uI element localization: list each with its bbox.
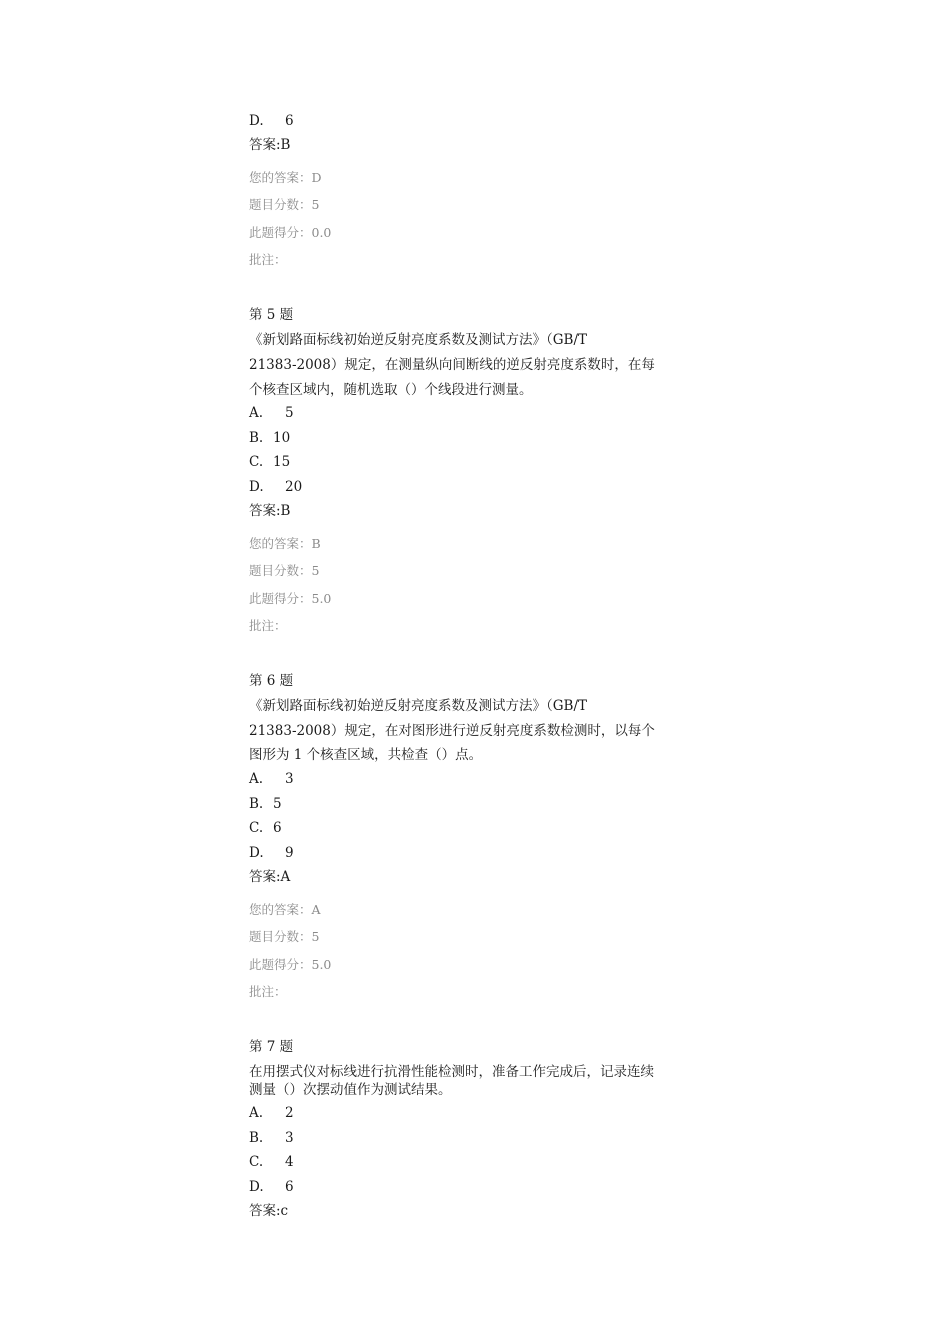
correct-answer: 答案:B (249, 137, 291, 153)
question-text-line: 在用摆式仪对标线进行抗滑性能检测时，准备工作完成后，记录连续 (249, 1064, 654, 1080)
question-title: 第 5 题 (249, 307, 294, 323)
comment-label: 批注： (249, 252, 287, 267)
option-letter: B. (249, 1130, 264, 1146)
your-answer: 您的答案：D (249, 170, 322, 185)
question-title: 第 6 题 (249, 673, 294, 689)
earned-score: 此题得分：5.0 (249, 591, 332, 606)
comment-label: 批注： (249, 984, 287, 999)
option-row (249, 1129, 294, 1147)
question-title: 第 7 题 (249, 1039, 294, 1055)
option-letter: A. (249, 405, 264, 421)
option-value: 6 (285, 1179, 294, 1195)
question-text-line: 图形为 1 个核查区域，共检查（）点。 (249, 747, 483, 763)
option-letter: C. (249, 1154, 264, 1170)
question-text-line: 《新划路面标线初始逆反射亮度系数及测试方法》（GB/T (249, 698, 588, 714)
option-value: 3 (285, 1130, 294, 1146)
earned-score: 此题得分：0.0 (249, 225, 332, 240)
option-row (249, 404, 294, 422)
question-text-line: 21383-2008）规定，在测量纵向间断线的逆反射亮度系数时，在每 (249, 357, 655, 373)
option-row (249, 1104, 294, 1122)
option-letter: C. (249, 454, 264, 470)
comment-label: 批注： (249, 618, 287, 633)
option-value: 10 (273, 430, 291, 446)
option-value: 15 (273, 454, 291, 470)
question-text-line: 测量（）次摆动值作为测试结果。 (249, 1082, 452, 1098)
option-letter: A. (249, 771, 264, 787)
option-row (249, 844, 294, 862)
question-score: 题目分数：5 (249, 197, 320, 212)
option-letter: A. (249, 1105, 264, 1121)
your-answer: 您的答案：A (249, 902, 321, 917)
option-row (249, 1153, 294, 1171)
question-text-line: 《新划路面标线初始逆反射亮度系数及测试方法》（GB/T (249, 332, 588, 348)
correct-answer: 答案:B (249, 503, 291, 519)
option-letter: B. (249, 796, 264, 812)
option-value: 6 (285, 113, 294, 129)
option-row (249, 478, 302, 496)
correct-answer: 答案:c (249, 1203, 289, 1219)
option-row (249, 429, 290, 447)
option-letter: D. (249, 845, 264, 861)
option-letter: D. (249, 113, 264, 129)
option-value: 2 (285, 1105, 294, 1121)
question-text-line: 21383-2008）规定，在对图形进行逆反射亮度系数检测时，以每个 (249, 723, 655, 739)
option-value: 5 (273, 796, 282, 812)
option-value: 9 (285, 845, 294, 861)
option-letter: B. (249, 430, 264, 446)
option-letter: D. (249, 479, 264, 495)
question-score: 题目分数：5 (249, 563, 320, 578)
option-row (249, 795, 282, 813)
option-value: 6 (273, 820, 282, 836)
option-value: 20 (285, 479, 303, 495)
correct-answer: 答案:A (249, 869, 291, 885)
option-row (249, 819, 282, 837)
your-answer: 您的答案：B (249, 536, 321, 551)
option-row (249, 770, 294, 788)
option-value: 3 (285, 771, 294, 787)
question-score: 题目分数：5 (249, 929, 320, 944)
option-row (249, 453, 290, 471)
option-row (249, 1178, 294, 1196)
question-text-line: 个核查区域内，随机选取（）个线段进行测量。 (249, 382, 533, 398)
option-value: 5 (285, 405, 294, 421)
option-value: 4 (285, 1154, 294, 1170)
option-row (249, 112, 294, 130)
option-letter: C. (249, 820, 264, 836)
option-letter: D. (249, 1179, 264, 1195)
earned-score: 此题得分：5.0 (249, 957, 332, 972)
